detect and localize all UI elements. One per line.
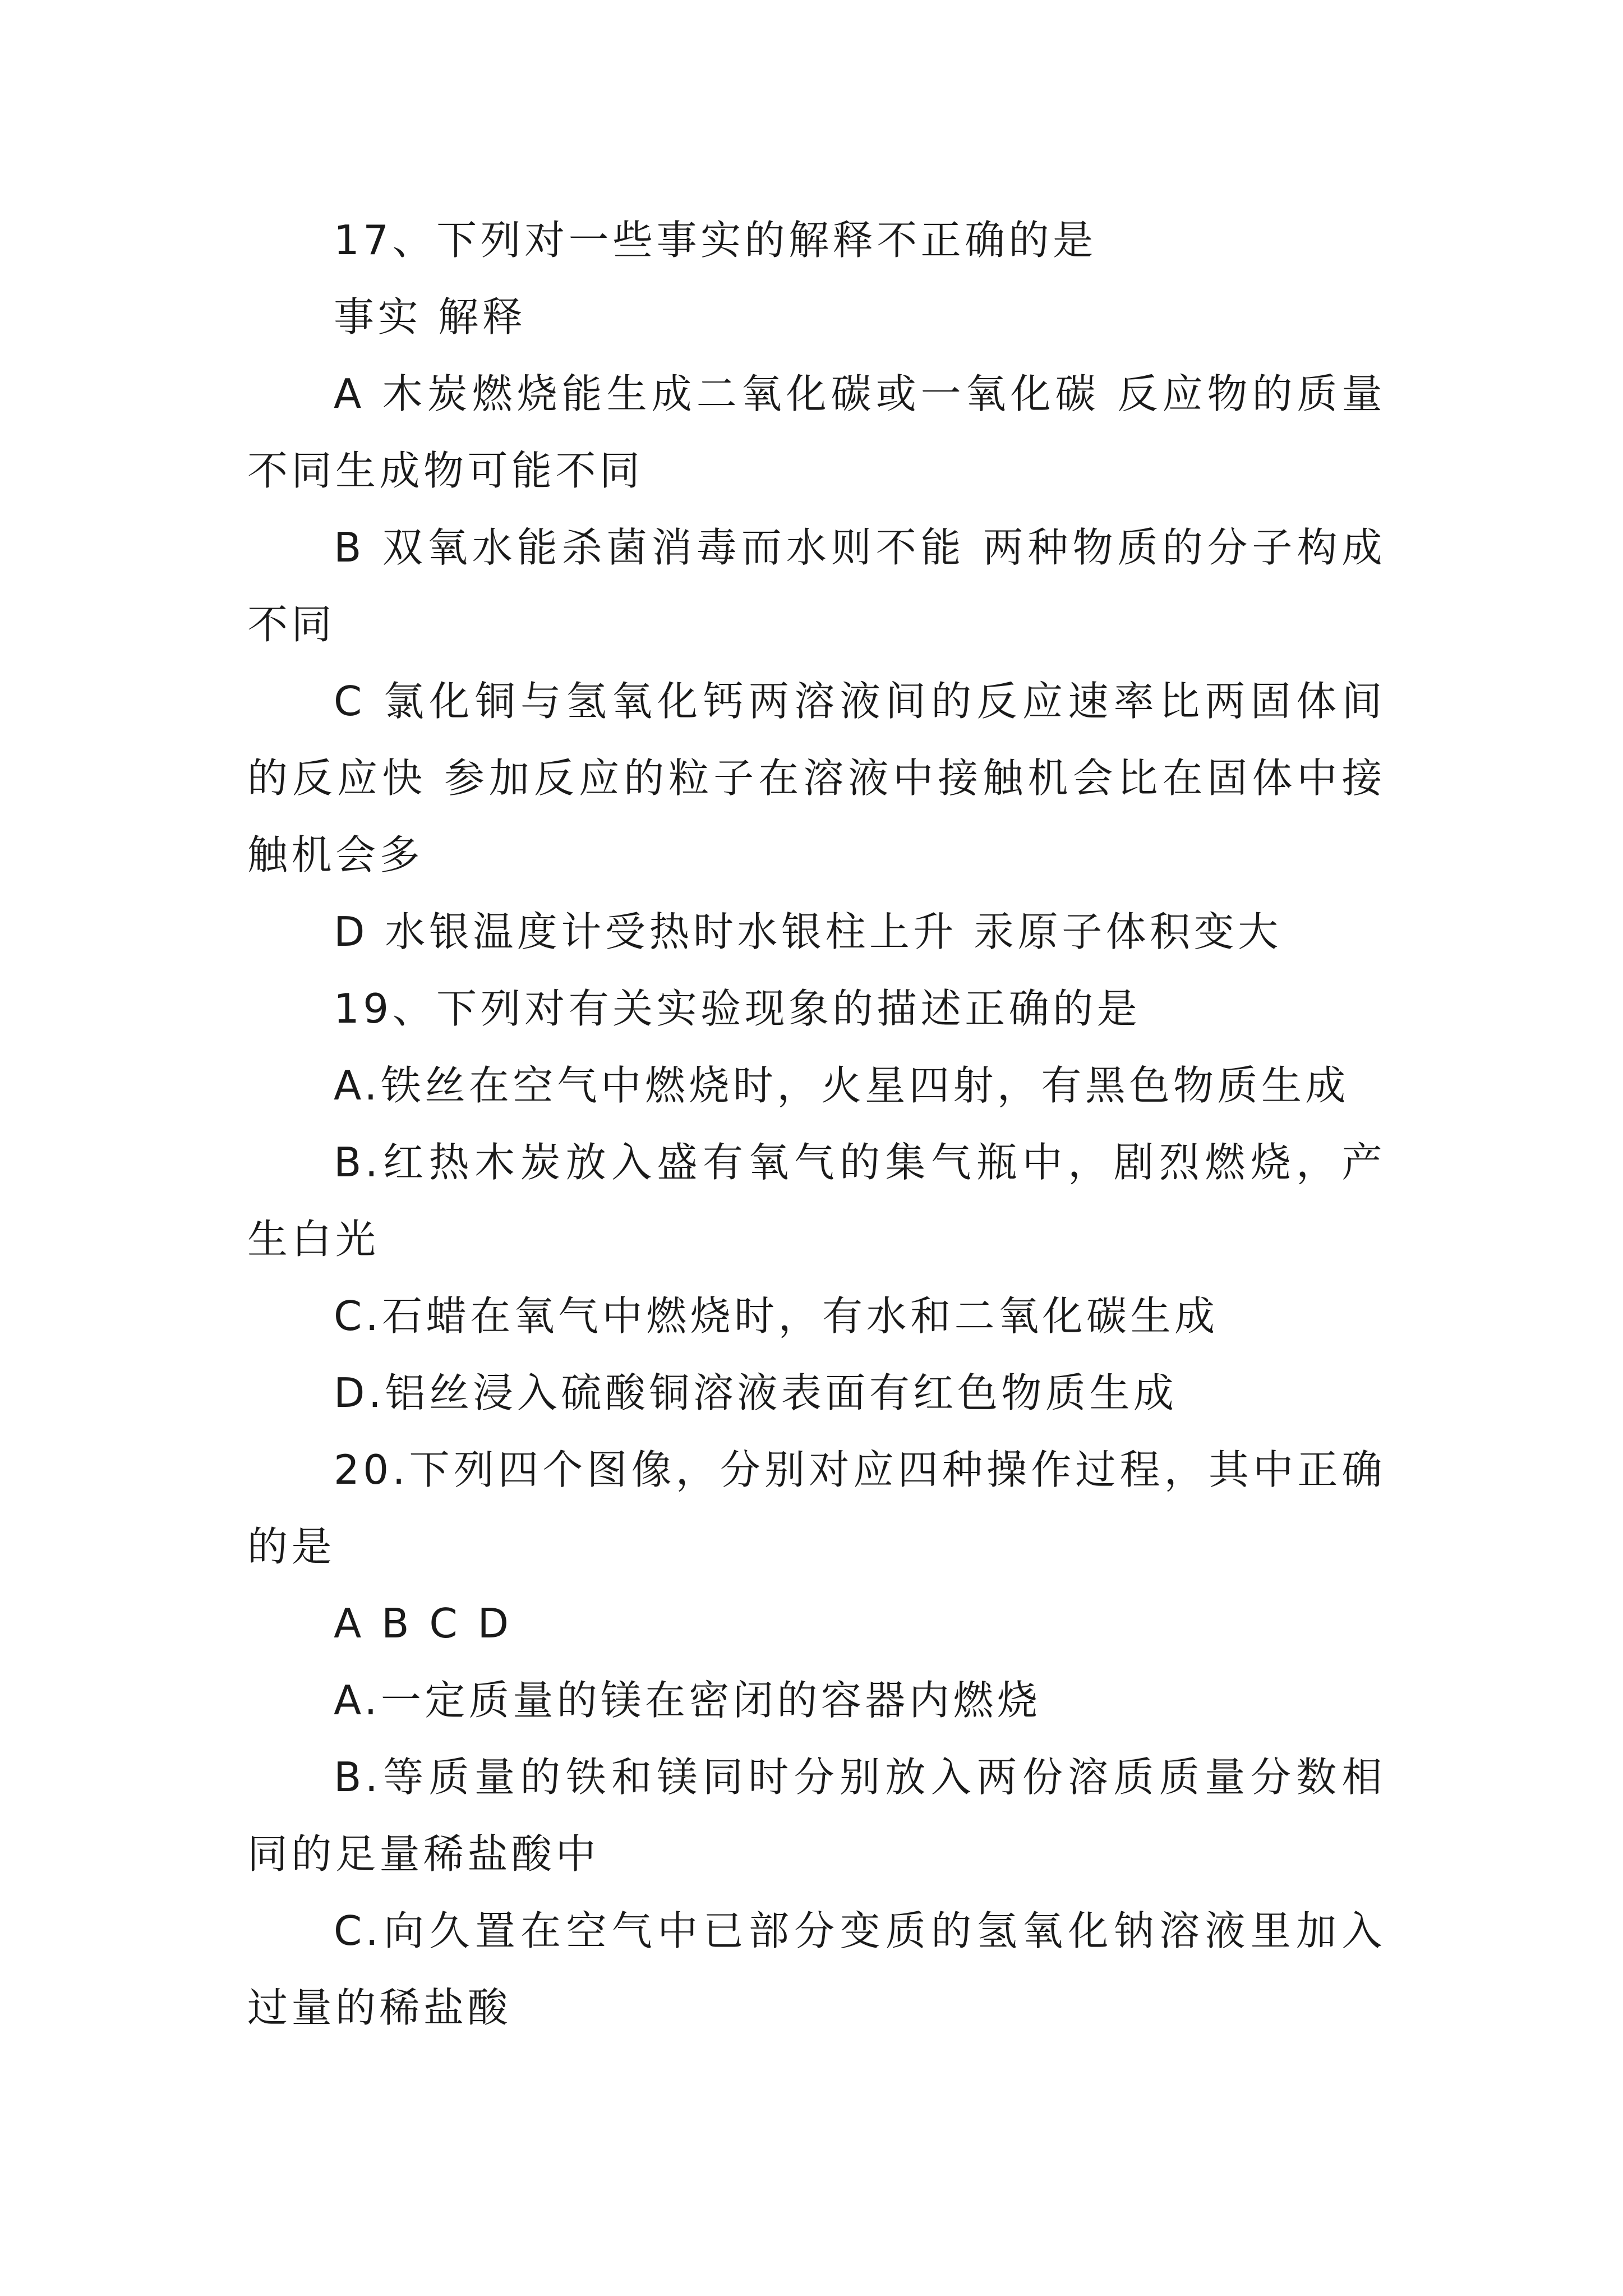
- question-19-option-d: D.铝丝浸入硫酸铜溶液表面有红色物质生成: [334, 1369, 1178, 1416]
- question-19-option-c: C.石蜡在氧气中燃烧时，有水和二氧化碳生成: [334, 1292, 1219, 1340]
- question-19-stem: 19、下列对有关实验现象的描述正确的是: [334, 985, 1141, 1032]
- question-17-option-d: D 水银温度计受热时水银柱上升 汞原子体积变大: [334, 908, 1282, 955]
- question-17-option-c: C 氯化铜与氢氧化钙两溶液间的反应速率比两固体间的反应快 参加反应的粒子在溶液中接触机会比在固体中接触机会多: [247, 678, 1386, 878]
- question-17-option-b: B 双氧水能杀菌消毒而水则不能 两种物质的分子构成不同: [247, 524, 1386, 648]
- question-20-option-c: C.向久置在空气中已部分变质的氢氧化钠溶液里加入过量的稀盐酸: [247, 1907, 1386, 2031]
- table-header: 事实 解释: [334, 293, 527, 341]
- question-17-stem: 17、下列对一些事实的解释不正确的是: [334, 217, 1097, 264]
- question-17-option-a: A 木炭燃烧能生成二氧化碳或一氧化碳 反应物的质量不同生成物可能不同: [247, 370, 1386, 494]
- question-20-option-a: A.一定质量的镁在密闭的容器内燃烧: [334, 1677, 1041, 1724]
- question-19-option-a: A.铁丝在空气中燃烧时，火星四射，有黑色物质生成: [334, 1062, 1349, 1109]
- question-20-option-b: B.等质量的铁和镁同时分别放入两份溶质质量分数相同的足量稀盐酸中: [247, 1754, 1386, 1878]
- document-body: [247, 202, 1386, 2046]
- question-20-graph-labels: A B C D: [334, 1600, 513, 1647]
- question-20-stem: 20.下列四个图像，分别对应四种操作过程，其中正确的是: [247, 1446, 1386, 1570]
- question-19-option-b: B.红热木炭放入盛有氧气的集气瓶中，剧烈燃烧，产生白光: [247, 1139, 1386, 1263]
